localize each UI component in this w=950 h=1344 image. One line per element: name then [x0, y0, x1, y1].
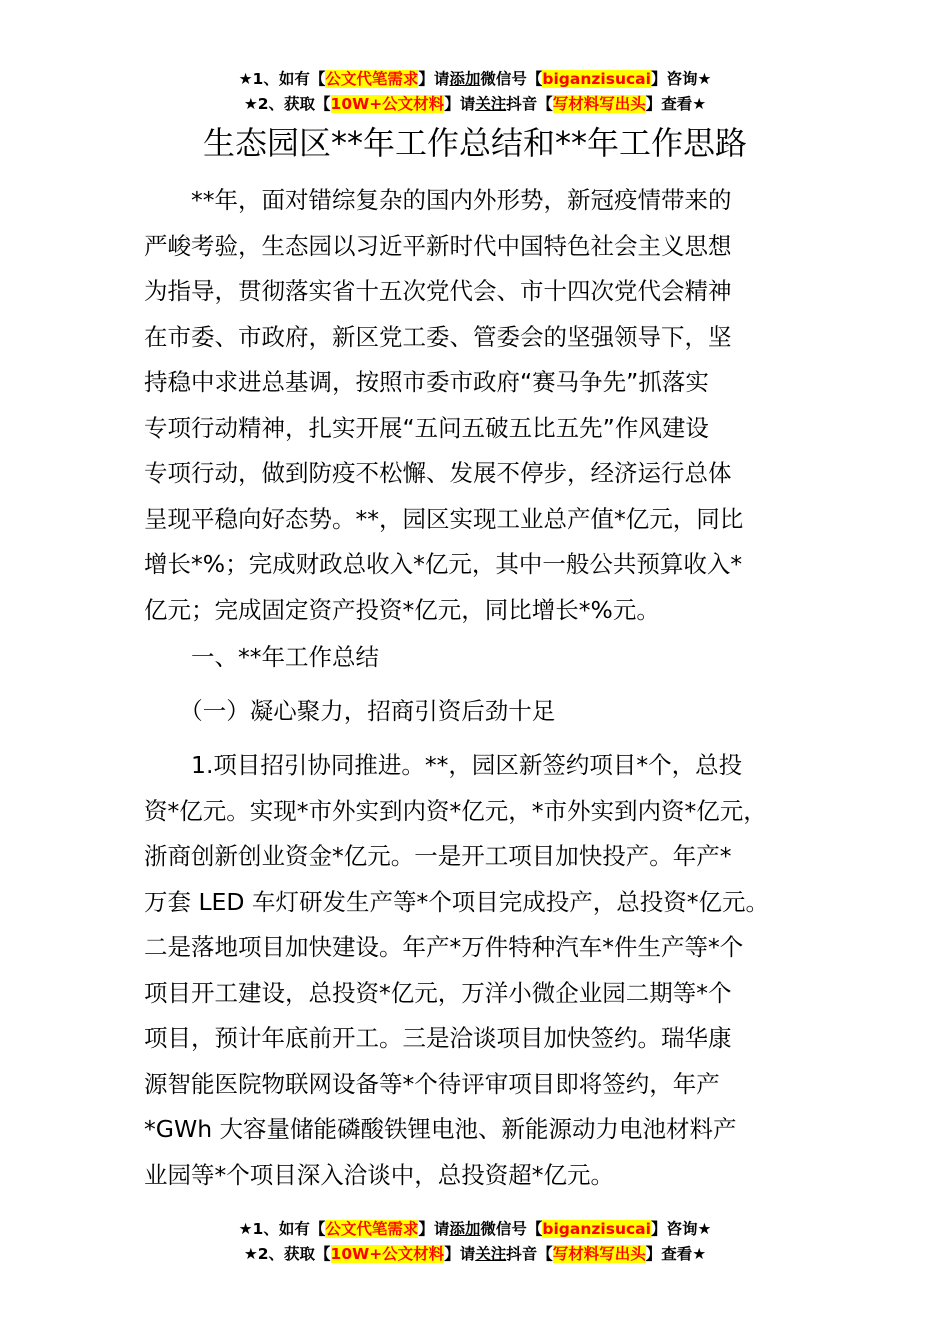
banner-text: ★2、获取【: [243, 95, 331, 113]
banner-highlight: 写材料写出头: [552, 95, 646, 113]
paragraph-line: 专项行动，做到防疫不松懈、发展不停步，经济运行总体: [144, 459, 732, 487]
header-banner: [0, 67, 950, 117]
banner-underline: 添加: [449, 70, 481, 88]
banner-highlight: 10W+公文材料: [330, 1245, 445, 1263]
banner-text: ★2、获取【: [243, 1245, 331, 1263]
paragraph-line: 1.项目招引协同推进。**，园区新签约项目*个，总投: [144, 751, 743, 779]
paragraph-line: 增长*%；完成财政总收入*亿元，其中一般公共预算收入*: [144, 550, 743, 578]
banner-text: 】查看★: [645, 95, 707, 113]
banner-highlight: 10W+公文材料: [330, 95, 445, 113]
section-heading: [144, 635, 824, 681]
banner-underline: 添加: [449, 1220, 481, 1238]
banner-text: 】咨询★: [650, 70, 712, 88]
document-title: 生态园区**年工作总结和**年工作思路: [202, 124, 747, 162]
banner-highlight: biganzisucai: [542, 70, 651, 88]
intro-paragraph: [144, 178, 824, 633]
banner-text: 微信号【: [480, 1220, 543, 1238]
paragraph-line: 亿元；完成固定资产投资*亿元，同比增长*%元。: [144, 595, 660, 624]
banner-line-2: [0, 1242, 950, 1267]
paragraph-line: 二是落地项目加快建设。年产*万件特种汽车*件生产等*个: [144, 933, 744, 961]
paragraph-line: 为指导，贯彻落实省十五次党代会、市十四次党代会精神: [144, 277, 732, 305]
banner-text: 】请: [444, 95, 476, 113]
paragraph-line: 浙商创新创业资金*亿元。一是开工项目加快投产。年产*: [144, 842, 732, 870]
banner-text: 】请: [418, 1220, 450, 1238]
paragraph-line: 源智能医院物联网设备等*个待评审项目即将签约，年产: [144, 1069, 720, 1098]
paragraph-line: 资*亿元。实现*市外实到内资*亿元，*市外实到内资*亿元，: [144, 796, 767, 825]
paragraph-line: *GWh 大容量储能磷酸铁锂电池、新能源动力电池材料产: [144, 1115, 737, 1143]
banner-text: 抖音【: [506, 1245, 553, 1263]
paragraph-line: 万套 LED 车灯研发生产等*个项目完成投产，总投资*亿元。: [144, 887, 769, 916]
paragraph-line: 专项行动精神，扎实开展“五问五破五比五先”作风建设: [144, 413, 709, 442]
banner-text: 】咨询★: [650, 1220, 712, 1238]
banner-text: ★1、如有【: [238, 70, 326, 88]
banner-highlight: biganzisucai: [542, 1220, 651, 1238]
banner-underline: 关注: [475, 1245, 507, 1263]
paragraph-line: 在市委、市政府，新区党工委、管委会的坚强领导下，坚: [144, 322, 732, 351]
paragraph-line: **年，面对错综复杂的国内外形势，新冠疫情带来的: [144, 186, 732, 214]
paragraph-line: 项目，预计年底前开工。三是洽谈项目加快签约。瑞华康: [144, 1024, 732, 1052]
project-paragraph: [144, 743, 824, 1198]
banner-line-2: [0, 92, 950, 117]
paragraph-line: 呈现平稳向好态势。**，园区实现工业总产值*亿元，同比: [144, 504, 744, 533]
banner-underline: 关注: [475, 95, 507, 113]
banner-text: 】请: [418, 70, 450, 88]
paragraph-line: 业园等*个项目深入洽谈中，总投资超*亿元。: [144, 1160, 614, 1189]
paragraph-line: 持稳中求进总基调，按照市委市政府“赛马争先”抓落实: [144, 368, 709, 396]
banner-text: 】查看★: [645, 1245, 707, 1263]
banner-highlight: 写材料写出头: [552, 1245, 646, 1263]
banner-highlight: 公文代笔需求: [325, 1220, 419, 1238]
banner-text: 微信号【: [480, 70, 543, 88]
banner-text: 】请: [444, 1245, 476, 1263]
paragraph-line: 严峻考验，生态园以习近平新时代中国特色社会主义思想: [144, 231, 732, 260]
banner-line-1: [0, 1217, 950, 1242]
banner-text: ★1、如有【: [238, 1220, 326, 1238]
paragraph-line: 项目开工建设，总投资*亿元，万洋小微企业园二期等*个: [144, 978, 732, 1007]
banner-line-1: [0, 67, 950, 92]
subheading-text: （一）凝心聚力，招商引资后劲十足: [144, 697, 556, 725]
heading-text: 一、**年工作总结: [144, 643, 379, 671]
footer-banner: [0, 1217, 950, 1267]
subsection-heading: [144, 689, 824, 735]
banner-highlight: 公文代笔需求: [325, 70, 419, 88]
banner-text: 抖音【: [506, 95, 553, 113]
